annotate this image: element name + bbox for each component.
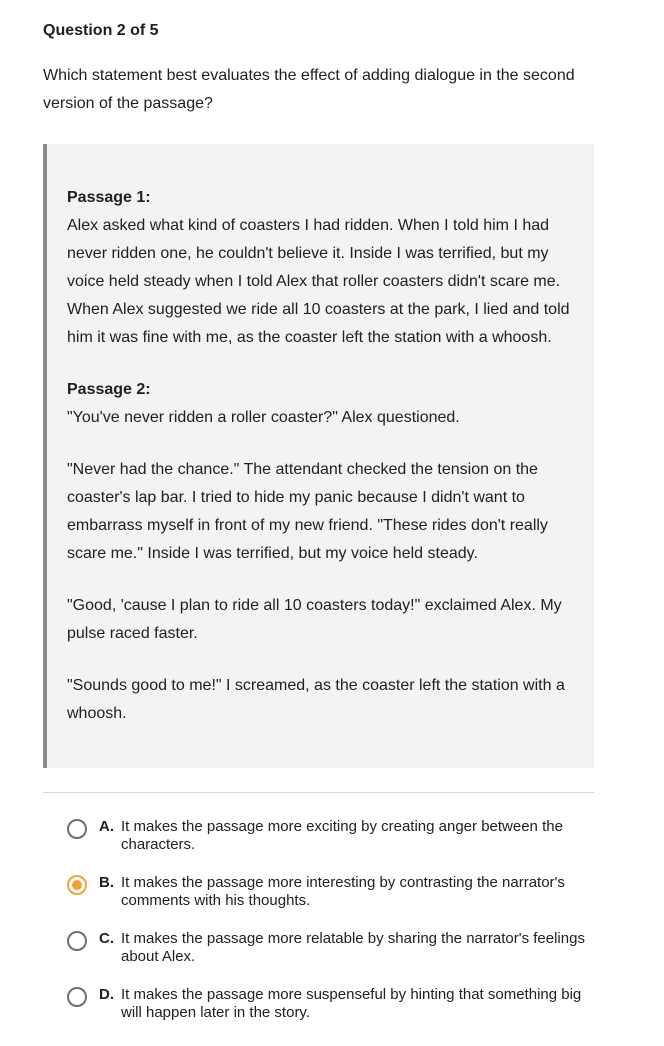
radio-button-b-selected[interactable] xyxy=(67,875,87,895)
option-text: It makes the passage more exciting by creating anger between the characters. xyxy=(121,818,563,853)
answer-option-b[interactable] xyxy=(67,874,597,930)
answer-option-c[interactable] xyxy=(67,930,597,986)
option-letter: B. xyxy=(99,874,114,891)
question-header: Question 2 of 5 xyxy=(43,22,159,39)
passage-2-paragraph-1: "You've never ridden a roller coaster?" Alex questioned. xyxy=(67,409,460,426)
radio-button-a[interactable] xyxy=(67,819,87,839)
divider xyxy=(43,792,594,793)
passage-2-paragraph-3: "Good, 'cause I plan to ride all 10 coasters today!" exclaimed Alex. My pulse raced faster. xyxy=(67,597,562,642)
option-text: It makes the passage more interesting by contrasting the narrator's comments with his thoughts. xyxy=(121,874,565,909)
option-letter: D. xyxy=(99,986,114,1003)
option-text: It makes the passage more relatable by sharing the narrator's feelings about Alex. xyxy=(121,930,585,965)
passage-1-text: Alex asked what kind of coasters I had ridden. When I told him I had never ridden one, he couldn't believe it. Inside I was terrified, but my voice held steady when I told Alex that roller coasters didn't scare me. When Alex suggested we ride all 10 coasters at the park, I lied and told him it was fine with me, as the coaster left the station with a whoosh. xyxy=(67,217,570,346)
passage-2-title: Passage 2: xyxy=(67,381,151,398)
passage-2-paragraph-2: "Never had the chance." The attendant checked the tension on the coaster's lap bar. I tried to hide my panic because I didn't want to embarrass myself in front of my new friend. "These rides don't really scare me." Inside I was terrified, but my voice held steady. xyxy=(67,461,548,562)
answer-option-a[interactable] xyxy=(67,818,597,874)
question-prompt: Which statement best evaluates the effect of adding dialogue in the second version of the passage? xyxy=(43,67,575,112)
option-letter: A. xyxy=(99,818,114,835)
passage-spacer xyxy=(67,352,574,376)
passage-1-title: Passage 1: xyxy=(67,189,151,206)
passage-2-paragraph-4: "Sounds good to me!" I screamed, as the coaster left the station with a whoosh. xyxy=(67,677,565,722)
passage-spacer xyxy=(67,648,574,672)
answer-options xyxy=(67,818,597,1042)
radio-button-d[interactable] xyxy=(67,987,87,1007)
passage-spacer xyxy=(67,432,574,456)
option-letter: C. xyxy=(99,930,114,947)
passage-spacer xyxy=(67,568,574,592)
passage-box xyxy=(43,144,594,768)
option-text: It makes the passage more suspenseful by hinting that something big will happen later in the story. xyxy=(121,986,582,1021)
answer-option-d[interactable] xyxy=(67,986,597,1042)
radio-button-c[interactable] xyxy=(67,931,87,951)
